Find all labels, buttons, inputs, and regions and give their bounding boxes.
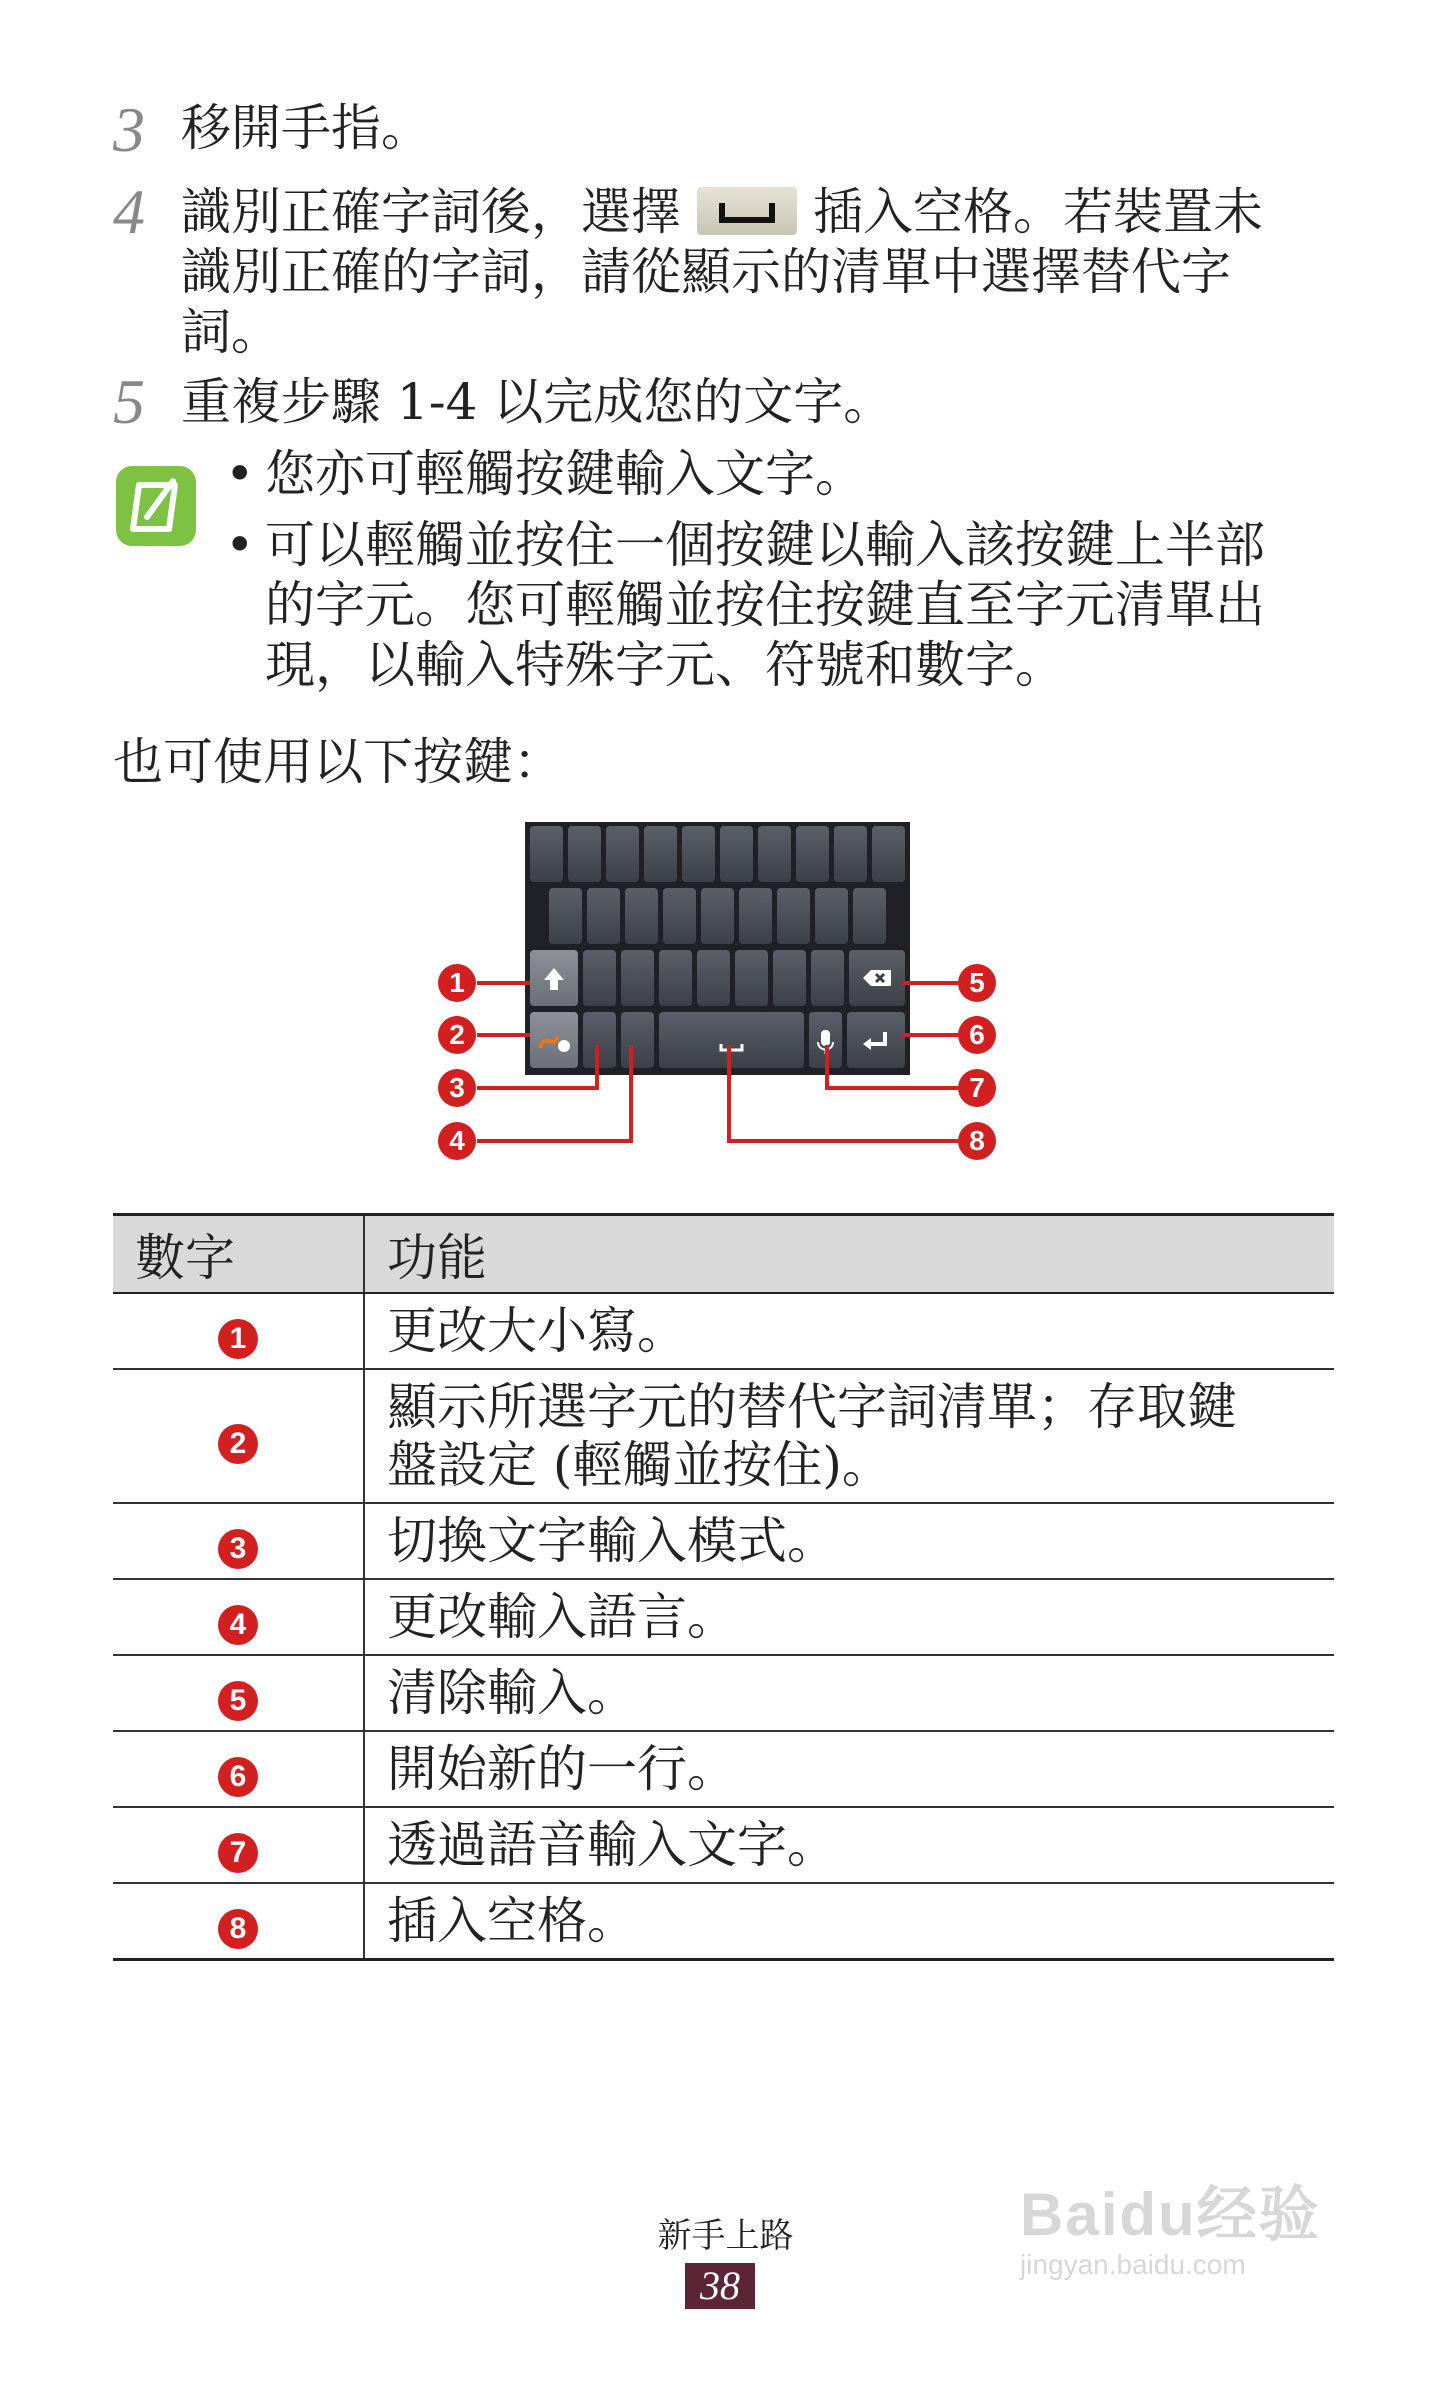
- table-row: [113, 1293, 1334, 1369]
- step-line: 識別正確的字詞，請從顯示的清單中選擇替代字: [181, 243, 1231, 301]
- table-cell-number: [113, 1883, 364, 1959]
- table-row: [113, 1503, 1334, 1579]
- number-badge: 6: [218, 1757, 258, 1797]
- step-line-part: 插入空格。若裝置未: [813, 183, 1263, 241]
- table-cell-number: [113, 1293, 364, 1369]
- table-cell-function: [364, 1503, 1334, 1579]
- key-function-table: [113, 1213, 1334, 1961]
- table-cell-function: [364, 1579, 1334, 1655]
- table-cell-number: [113, 1369, 364, 1503]
- watermark-brand: Baidu经验: [1020, 2181, 1321, 2248]
- table-row: [113, 1369, 1334, 1503]
- page-number: 38: [685, 2263, 755, 2309]
- step-line: 詞。: [181, 303, 281, 361]
- number-badge: 8: [218, 1909, 258, 1949]
- table-cell-number: [113, 1579, 364, 1655]
- number-badge: 2: [218, 1424, 258, 1464]
- function-line: 透過語音輸入文字。: [387, 1816, 837, 1874]
- watermark-url: jingyan.baidu.com: [1020, 2249, 1246, 2280]
- callout-2: 2: [438, 1016, 476, 1054]
- note-line: 可以輕觸並按住一個按鍵以輸入該按鍵上半部: [265, 516, 1265, 574]
- callout-1: 1: [438, 964, 476, 1002]
- table-row: [113, 1731, 1334, 1807]
- table-header-function: 功能: [364, 1215, 1334, 1294]
- callout-3: 3: [438, 1069, 476, 1107]
- table-cell-function: [364, 1369, 1334, 1503]
- function-line: 插入空格。: [387, 1891, 637, 1950]
- table-cell-function: [364, 1293, 1334, 1369]
- number-badge: 4: [218, 1605, 258, 1645]
- callout-8: 8: [958, 1122, 996, 1160]
- callout-6: 6: [958, 1016, 996, 1054]
- table-header-number: 數字: [113, 1215, 364, 1294]
- function-line: 更改輸入語言。: [387, 1588, 737, 1646]
- number-badge: 7: [218, 1833, 258, 1873]
- step-line-part: 識別正確字詞後，選擇: [181, 183, 681, 241]
- table-cell-function: [364, 1807, 1334, 1883]
- section-title: 新手上路: [657, 2216, 794, 2256]
- function-line: 顯示所選字元的替代字詞清單；存取鍵: [387, 1378, 1237, 1436]
- callout-7: 7: [958, 1069, 996, 1107]
- function-line: 切換文字輸入模式。: [387, 1512, 837, 1570]
- callout-4: 4: [438, 1122, 476, 1160]
- table-header-row: [113, 1215, 1334, 1294]
- table-cell-number: [113, 1503, 364, 1579]
- note-bullet-dot: •: [225, 516, 255, 574]
- function-line: 清除輸入。: [387, 1664, 637, 1722]
- watermark: [1020, 2180, 1321, 2280]
- table-row: [113, 1807, 1334, 1883]
- note-line: 您亦可輕觸按鍵輸入文字。: [265, 445, 865, 503]
- table-cell-number: [113, 1731, 364, 1807]
- table-cell-number: [113, 1655, 364, 1731]
- step-number: 4: [113, 176, 145, 247]
- step-number: 5: [113, 366, 145, 437]
- intro-text: 也可使用以下按鍵：: [113, 733, 563, 791]
- note-line: 的字元。您可輕觸並按住按鍵直至字元清單出: [265, 576, 1265, 634]
- note-line: 現，以輸入特殊字元、符號和數字。: [265, 636, 1065, 694]
- function-line: 更改大小寫。: [387, 1302, 687, 1360]
- table-cell-function: [364, 1655, 1334, 1731]
- number-badge: 1: [218, 1319, 258, 1359]
- step-number: 3: [113, 94, 145, 165]
- number-badge: 3: [218, 1529, 258, 1569]
- table-row: [113, 1655, 1334, 1731]
- step-line: 移開手指。: [181, 99, 431, 157]
- table-cell-function: [364, 1883, 1334, 1959]
- table-row: [113, 1579, 1334, 1655]
- table-row: [113, 1883, 1334, 1959]
- note-bullet-dot: •: [225, 445, 255, 503]
- step-line: 重複步驟 1-4 以完成您的文字。: [181, 373, 894, 431]
- table-cell-function: [364, 1731, 1334, 1807]
- function-line: 盤設定 (輕觸並按住)。: [387, 1436, 892, 1494]
- table-cell-number: [113, 1807, 364, 1883]
- callout-5: 5: [958, 964, 996, 1002]
- function-line: 開始新的一行。: [387, 1740, 737, 1798]
- number-badge: 5: [218, 1681, 258, 1721]
